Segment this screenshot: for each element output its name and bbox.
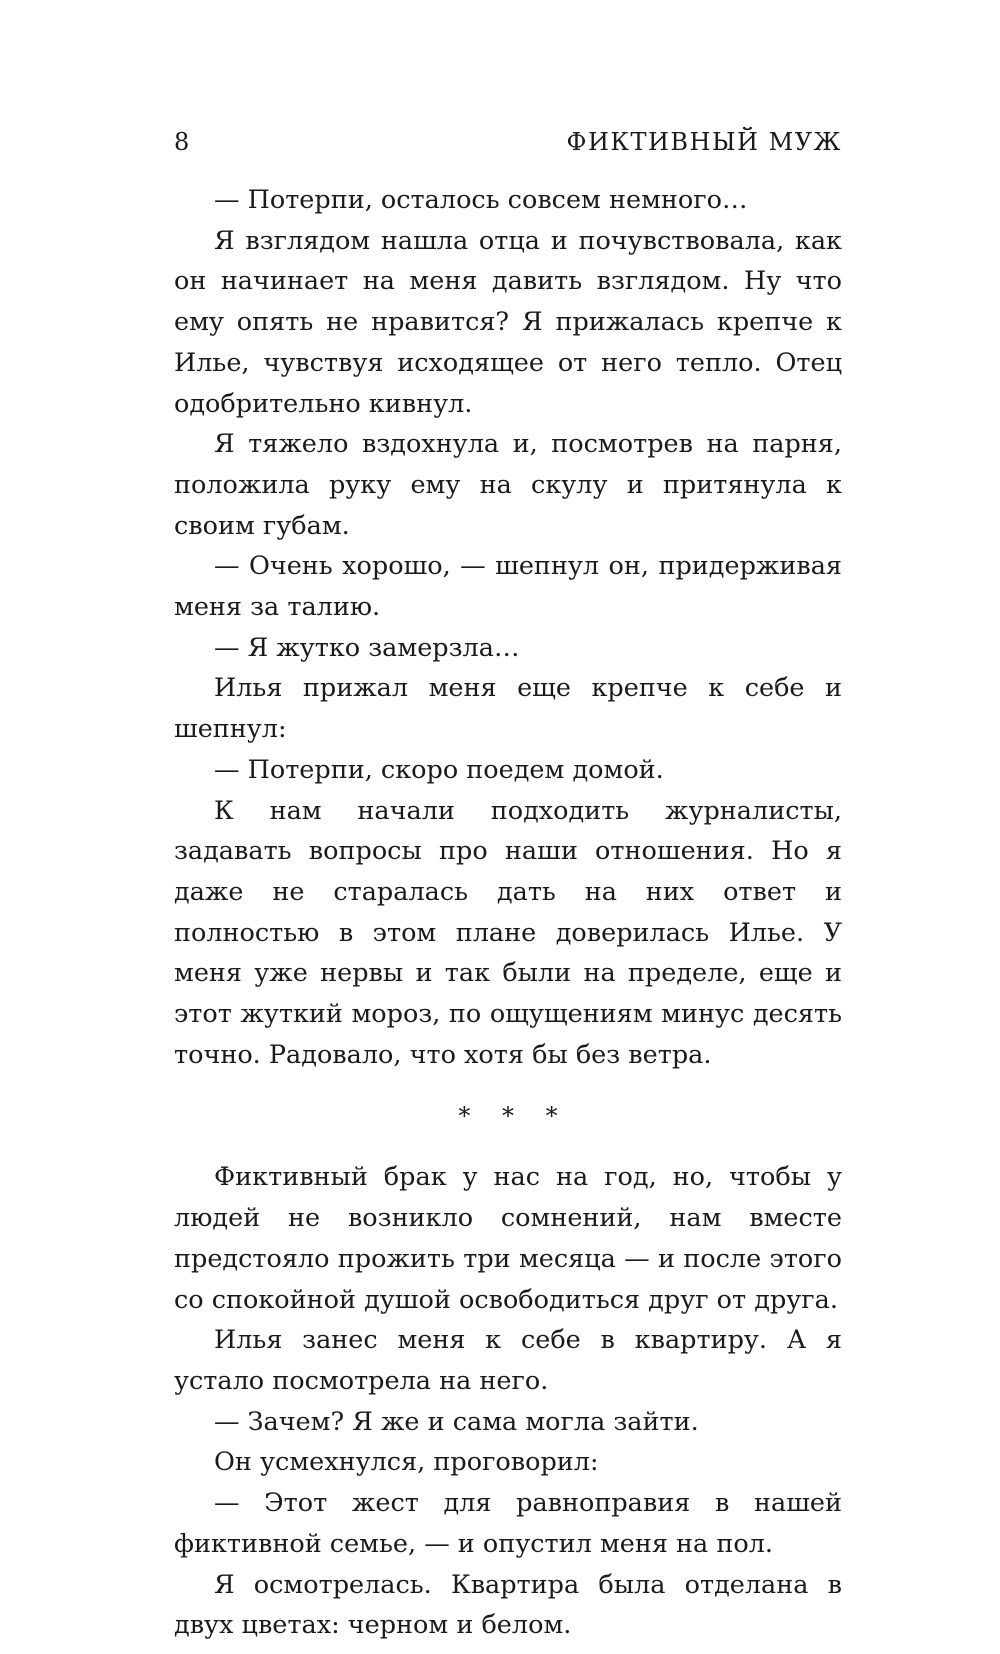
paragraph: — Я жутко замерзла… — [214, 632, 520, 663]
body-text — [174, 180, 842, 1646]
paragraph: Фиктивный брак у нас на год, но, чтобы у людей не возникло сомнений, нам вместе предстояло прожить три месяца — и после этого со спокойной душой освободиться друг от друга. — [174, 1162, 842, 1315]
paragraph: Он усмехнулся, проговорил: — [214, 1447, 599, 1478]
paragraph: Я тяжело вздохнула и, посмотрев на парня, положила руку ему на скулу и притянула к своим губам. — [174, 429, 842, 541]
paragraph: — Потерпи, осталось совсем немного… — [214, 185, 748, 215]
section-separator: * * * — [458, 1102, 570, 1131]
paragraph: Я взглядом нашла отца и почувствовала, как он начинает на меня давить взглядом. Ну что ему опять не нравится? Я прижалась крепче к Илье, чувствуя исходящее от него тепло. Отец одобрительно кивнул. — [174, 225, 842, 419]
running-title: ФИКТИВНЫЙ МУЖ — [566, 128, 842, 156]
paragraph: — Зачем? Я же и сама могла зайти. — [214, 1406, 699, 1437]
paragraph: К нам начали подходить журналисты, задавать вопросы про наши отношения. Но я даже не старалась дать на них ответ и полностью в этом плане доверилась Илье. У меня уже нервы и так были на пределе, еще и этот жуткий мороз, по ощущениям минус десять точно. Радовало, что хотя бы без ветра. — [174, 795, 842, 1070]
paragraph: — Этот жест для равноправия в нашей фиктивной семье, — и опустил меня на пол. — [174, 1488, 842, 1559]
paragraph: Я осмотрелась. Квартира была отделана в двух цветах: черном и белом. — [174, 1569, 842, 1641]
book-page — [174, 0, 842, 1654]
paragraph: Илья прижал меня еще крепче к себе и шепнул: — [174, 673, 842, 745]
paragraph: — Потерпи, скоро поедем домой. — [214, 754, 664, 785]
paragraph: — Очень хорошо, — шепнул он, придерживая меня за талию. — [174, 551, 842, 623]
paragraph: Илья занес меня к себе в квартиру. А я устало посмотрела на него. — [174, 1325, 842, 1396]
page-number: 8 — [174, 128, 190, 156]
page-header — [174, 124, 842, 160]
